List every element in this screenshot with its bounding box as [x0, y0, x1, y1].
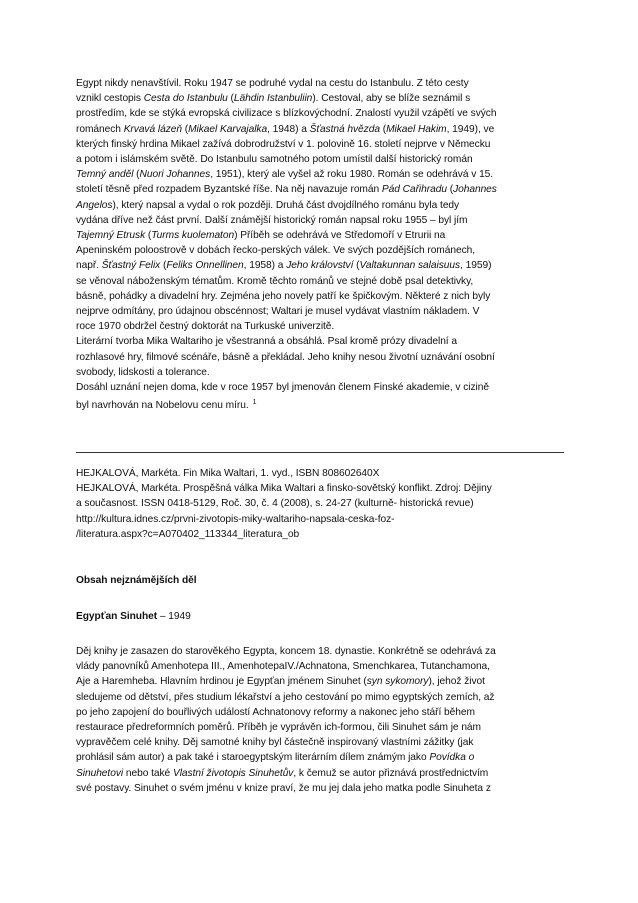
text-run: kterých finský hrdina Mikael zažívá dobrodružství v 1. polovině 16. století nejprve v Německu: [76, 138, 491, 150]
text-run: Apeninském poloostrově v dobách řecko-perských válek. Ve svých pozdějších románech,: [76, 245, 476, 257]
intro-line: [76, 365, 566, 380]
intro-line: [76, 198, 566, 213]
italic-title: Lähdin Istanbuliin: [233, 93, 313, 105]
italic-title: syn sykomory: [366, 676, 429, 688]
summary-line: [76, 750, 566, 765]
reference-link[interactable]: http://kultura.idnes.cz/prvni-zivotopis-miky-waltariho-napsala-ceska-foz-: [76, 513, 395, 525]
italic-title: Vlastní životopis Sinuhetův: [172, 767, 294, 779]
summary-line: [76, 705, 566, 720]
text-run: ) Příběh se odehrává ve Středomoří v Etrurii na: [234, 230, 446, 242]
italic-title: Povídka o: [429, 752, 475, 764]
text-run: sledujeme od dětství, přes studium lékařství a jeho cestování po mimo egyptských zemích, až: [76, 691, 495, 703]
intro-line: [76, 319, 566, 334]
intro-line: [76, 122, 566, 137]
italic-title: Turms kuolematon: [151, 230, 235, 242]
italic-title: Krvavá lázeň: [123, 123, 182, 135]
book-title: Egypťan Sinuhet: [76, 611, 158, 622]
text-run: rozhlasové hry, filmové scénáře, básně a překládal. Jeho knihy nesou životní uznávání osobní: [76, 351, 495, 363]
text-run: (: [379, 123, 387, 135]
text-run: básně, pohádky a divadelní hry. Zejména jeho novely patří ke špičkovým. Některé z nich byly: [76, 290, 491, 302]
text-run: Aje a Haremheba. Hlavním hrdinou je Egypťan jménem Sinuhet (: [76, 676, 367, 688]
reference-link[interactable]: /literatura.aspx?c=A070402_113344_literatura_ob: [76, 528, 300, 540]
text-run: (: [145, 230, 152, 242]
italic-title: Temný anděl: [76, 169, 134, 181]
book-title-line: [76, 609, 566, 624]
intro-line: [76, 289, 566, 304]
summary-line: [76, 659, 566, 674]
text-run: své postavy. Sinuhet o svém jménu v knize praví, že mu jej dala jeho matka podle Sinuheta z: [76, 782, 491, 794]
footnote-reference[interactable]: 1: [252, 399, 257, 406]
reference-line: HEJKALOVÁ, Markéta. Prospěšná válka Mika Waltari a finsko-sovětský konflikt. Zdroj: Dějiny: [76, 483, 492, 495]
italic-title: Nuori Johannes: [139, 169, 211, 181]
text-run: , 1951), který ale vyšel až roku 1980. Román se odehrává v 15.: [210, 169, 494, 181]
summary-line: [76, 766, 566, 781]
intro-line: [76, 274, 566, 289]
text-run: restaurace předreformních poměrů. Příběh je vyprávěn ich-formou, čili Sinuhet sám je nám: [76, 722, 481, 734]
text-run: , 1959): [460, 260, 492, 272]
intro-paragraph: [76, 76, 566, 395]
intro-line: [76, 213, 566, 228]
intro-line: [76, 152, 566, 167]
text-run: vlády panovníků Amenhotepa III., AmenhotepaIV./Achnatona, Smenchkarea, Tutanchamona,: [76, 661, 490, 673]
text-run: Egypt nikdy nenavštívil. Roku 1947 se podruhé vydal na cestu do Istanbulu. Z této cesty: [76, 78, 469, 89]
italic-title: Šťastná hvězda: [309, 123, 380, 135]
text-run: svobody, lidskosti a tolerance.: [76, 366, 210, 378]
intro-last-line-text: byl navrhován na Nobelovu cenu míru.: [76, 400, 249, 411]
italic-title: Sinuhetovi: [76, 767, 124, 779]
intro-line: [76, 182, 566, 197]
intro-last-line: [76, 395, 566, 413]
text-run: (: [133, 169, 140, 181]
text-run: ), jehož život: [428, 676, 485, 688]
text-run: roce 1970 obdržel čestný doktorát na Turkuské univerzitě.: [76, 321, 335, 333]
intro-line: [76, 350, 566, 365]
italic-title: Feliks Onnellinen: [166, 260, 244, 272]
text-run: století těsně před rozpadem Byzantské říše. Na něj navazuje román: [76, 184, 382, 196]
italic-title: Pád Cařihradu: [381, 184, 447, 196]
italic-title: Cesta do Istanbulu: [143, 93, 228, 105]
intro-line: [76, 228, 566, 243]
text-run: a potom i islámském světě. Do Istanbulu samotného potom umístil další historický román: [76, 154, 473, 166]
text-run: Děj knihy je zasazen do starověkého Egypta, koncem 18. dynastie. Konkrétně se odehrává za: [76, 646, 496, 657]
text-run: po jeho zapojení do bouřlivých událostí Achnatonovy reformy a nakonec jeho stáří během: [76, 706, 475, 718]
text-run: ). Cestoval, aby se blíže seznámil s: [312, 93, 471, 105]
text-run: prostředím, kde se stýká evropská civilizace s blízkovýchodní. Znalostí využil vzápětí ve svých: [76, 108, 497, 120]
intro-line: [76, 167, 566, 182]
summary-line: [76, 720, 566, 735]
intro-line: [76, 243, 566, 258]
summary-line: [76, 690, 566, 705]
text-run: (: [160, 260, 167, 272]
footnote-divider: [76, 452, 564, 453]
text-run: Literární tvorba Mika Waltariho je všestranná a obsáhlá. Psal kromě prózy divadelní a: [76, 336, 457, 348]
text-run: (: [181, 123, 189, 135]
reference-line: a současnost. ISSN 0418-5129, Roč. 30, č. 4 (2008), s. 24-27 (kulturně- historická revue): [76, 498, 474, 510]
summary-line: [76, 674, 566, 689]
italic-title: Johannes: [453, 184, 497, 196]
text-run: nebo také: [123, 767, 173, 779]
italic-title: Mikael Karvajalka: [188, 123, 268, 135]
text-run: (: [227, 93, 234, 105]
intro-line: [76, 304, 566, 319]
text-run: (: [353, 260, 360, 272]
summary-line: [76, 781, 566, 796]
works-heading: Obsah nejznámějších děl: [76, 575, 197, 586]
text-run: např.: [76, 260, 102, 272]
text-run: nejprve odmítány, pro údajnou obscénnost; Waltari je musel vydávat vlastním nákladem. V: [76, 306, 480, 318]
text-run: se věnoval náboženským tématům. Kromě těchto románů ve stejné době psal detektivky,: [76, 275, 474, 287]
intro-line: [76, 106, 566, 121]
text-run: , 1949), ve: [446, 123, 495, 135]
summary-paragraph: [76, 644, 566, 796]
book-year: – 1949: [157, 611, 191, 622]
italic-title: Tajemný Etrusk: [76, 230, 146, 242]
text-run: románech: [76, 123, 124, 135]
italic-title: Valtakunnan salaisuus: [359, 260, 461, 272]
italic-title: Jeho království: [286, 260, 354, 272]
italic-title: Šťastný Felix: [101, 260, 161, 272]
intro-line: [76, 334, 566, 349]
text-run: ), který napsal a vydal o rok později. Druhá část dvojdílného románu byla tedy: [112, 199, 460, 211]
text-run: (: [446, 184, 454, 196]
intro-line: [76, 137, 566, 152]
intro-line: [76, 91, 566, 106]
references-block: [76, 466, 566, 542]
text-run: , 1958) a: [243, 260, 287, 272]
intro-line: [76, 258, 566, 273]
text-run: , 1948) a: [267, 123, 310, 135]
text-run: prohlásil sám autor) a pak také i staroegyptským literárním dílem známým jako: [76, 752, 430, 764]
italic-title: Mikael Hakim: [386, 123, 447, 135]
text-run: vznikl cestopis: [76, 93, 144, 105]
intro-line: [76, 76, 566, 91]
text-run: vypravěčem celé knihy. Děj samotné knihy byl částečně inspirovaný vlastními zážitky (jak: [76, 737, 474, 749]
summary-line: [76, 735, 566, 750]
summary-line: [76, 644, 566, 659]
text-run: , k čemuž se autor přiznává prostřednictvím: [293, 767, 489, 779]
reference-line: HEJKALOVÁ, Markéta. Fin Mika Waltari, 1. vyd., ISBN 808602640X: [76, 468, 380, 479]
text-run: Dosáhl uznání nejen doma, kde v roce 1957 byl jmenován členem Finské akademie, v cizině: [76, 382, 490, 394]
intro-line: [76, 380, 566, 395]
italic-title: Angelos: [76, 199, 113, 211]
text-run: vydána dříve než část první. Další známější historický román napsal roku 1955 – byl jím: [76, 214, 468, 226]
